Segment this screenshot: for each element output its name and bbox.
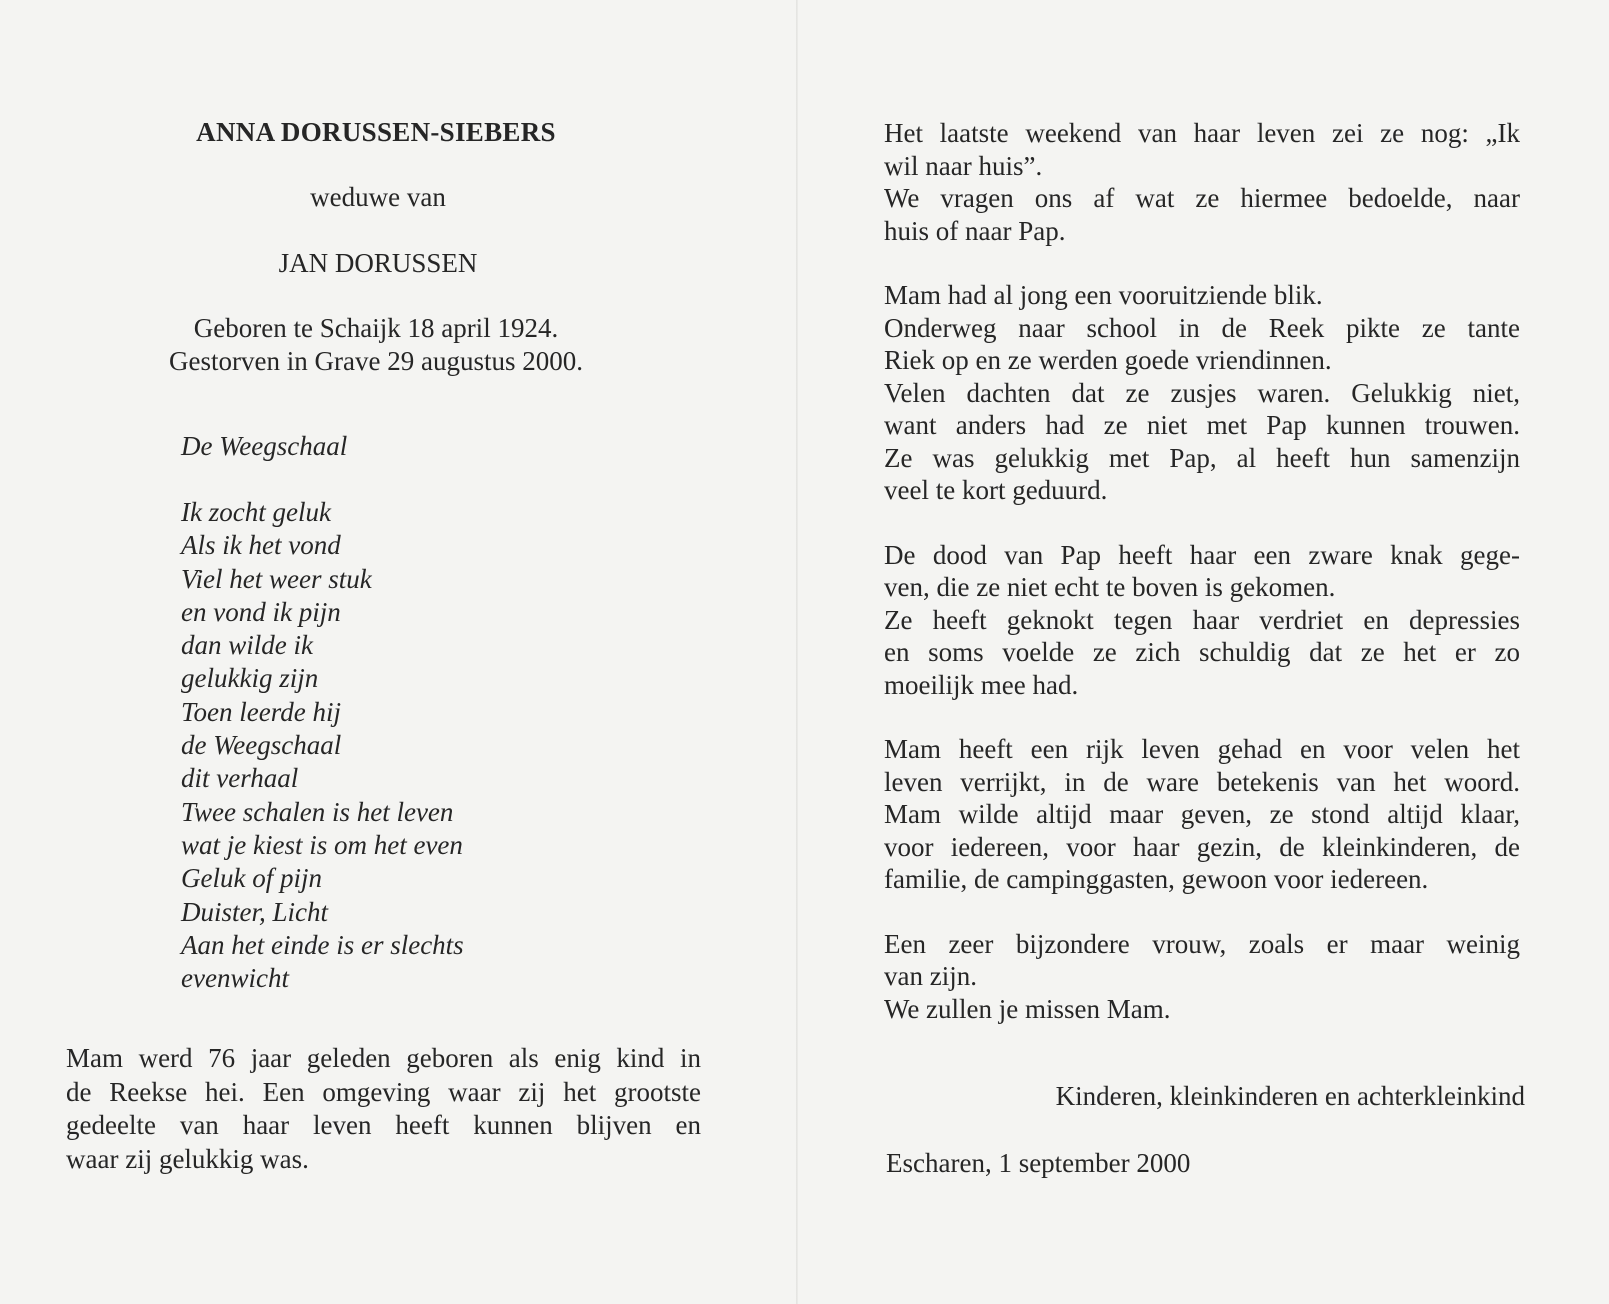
text-line: veel te kort geduurd.: [884, 475, 1108, 505]
poem-line: Twee schalen is het leven: [181, 796, 454, 827]
text-line: en soms voelde ze zich schuldig dat ze het er zo: [884, 637, 1520, 667]
poem-line: wat je kiest is om het even: [181, 829, 463, 860]
bio-line: gedeelte van haar leven heeft kunnen blijven en: [66, 1110, 701, 1140]
text-line: Ze heeft geknokt tegen haar verdriet en depressies: [884, 604, 1520, 635]
paragraph-youth: [884, 279, 1520, 507]
text-line: Mam wilde altijd maar geven, ze stond altijd klaar,: [884, 799, 1520, 829]
bio-line: Mam werd 76 jaar geleden geboren als enig kind in: [66, 1043, 701, 1073]
poem-line: Geluk of pijn: [181, 863, 322, 894]
text-line: Mam had al jong een vooruitziende blik.: [884, 280, 1323, 310]
text-line: Onderweg naar school in de Reek pikte ze tante: [884, 312, 1520, 343]
poem-line: Toen leerde hij: [181, 696, 341, 727]
poem-title: De Weegschaal: [181, 431, 348, 461]
memorial-text: [884, 117, 1520, 1057]
text-line: wil naar huis”.: [884, 150, 1043, 181]
poem-line: dit verhaal: [181, 763, 299, 794]
text-line: We zullen je missen Mam.: [884, 993, 1171, 1024]
widow-of-label: weduwe van: [310, 182, 446, 212]
poem-line: Duister, Licht: [181, 896, 329, 927]
paragraph-farewell: [884, 928, 1520, 1026]
poem-line: Aan het einde is er slechts: [181, 929, 464, 960]
text-line: want anders had ze niet met Pap kunnen trouwen.: [884, 410, 1520, 440]
birth-line: Geboren te Schaijk 18 april 1924.: [193, 313, 559, 343]
text-line: Velen dachten dat ze zusjes waren. Gelukkig niet,: [884, 377, 1520, 408]
left-panel: [0, 0, 796, 1304]
right-panel: [800, 0, 1609, 1304]
poem-line: evenwicht: [181, 963, 289, 994]
poem: [181, 430, 464, 995]
text-line: Het laatste weekend van haar leven zei ze nog: „Ik: [884, 118, 1520, 148]
text-line: Een zeer bijzondere vrouw, zoals er maar weinig: [884, 928, 1520, 959]
paragraph-last-weekend: [884, 117, 1520, 247]
poem-line: gelukkig zijn: [181, 663, 319, 694]
poem-line: dan wilde ik: [181, 630, 313, 661]
text-line: familie, de campinggasten, gewoon voor iedereen.: [884, 864, 1429, 894]
bio-line: de Reekse hei. Een omgeving waar zij het grootste: [66, 1076, 701, 1107]
poem-line: Ik zocht geluk: [181, 497, 331, 527]
biography-paragraph: [66, 1042, 701, 1176]
text-line: leven verrijkt, in de ware betekenis van het woord.: [884, 766, 1520, 797]
poem-line: Als ik het vond: [181, 530, 341, 561]
text-line: Ze was gelukkig met Pap, al heeft hun samenzijn: [884, 442, 1520, 473]
family-signature: Kinderen, kleinkinderen en achterkleinkind: [1055, 1081, 1525, 1111]
text-line: van zijn.: [884, 961, 977, 991]
paragraph-rich-life: [884, 733, 1520, 896]
death-line: Gestorven in Grave 29 augustus 2000.: [169, 346, 583, 376]
text-line: Mam heeft een rijk leven gehad en voor velen het: [884, 734, 1520, 764]
poem-line: Viel het weer stuk: [181, 563, 372, 594]
paragraph-grief: [884, 539, 1520, 702]
text-line: Riek op en ze werden goede vriendinnen.: [884, 345, 1332, 375]
place-and-date: Escharen, 1 september 2000: [886, 1148, 1191, 1178]
text-line: huis of naar Pap.: [884, 215, 1066, 246]
text-line: moeilijk mee had.: [884, 669, 1079, 700]
bio-line: waar zij gelukkig was.: [66, 1143, 309, 1174]
husband-name: JAN DORUSSEN: [278, 248, 478, 278]
deceased-name: ANNA DORUSSEN-SIEBERS: [196, 117, 556, 147]
text-line: ven, die ze niet echt te boven is gekomen.: [884, 572, 1336, 602]
poem-line: en vond ik pijn: [181, 596, 341, 627]
text-line: We vragen ons af wat ze hiermee bedoelde, naar: [884, 183, 1520, 213]
text-line: De dood van Pap heeft haar een zware knak gege-: [884, 539, 1520, 570]
poem-line: de Weegschaal: [181, 730, 342, 761]
text-line: voor iedereen, voor haar gezin, de kleinkinderen, de: [884, 831, 1520, 862]
card-fold: [796, 0, 798, 1304]
